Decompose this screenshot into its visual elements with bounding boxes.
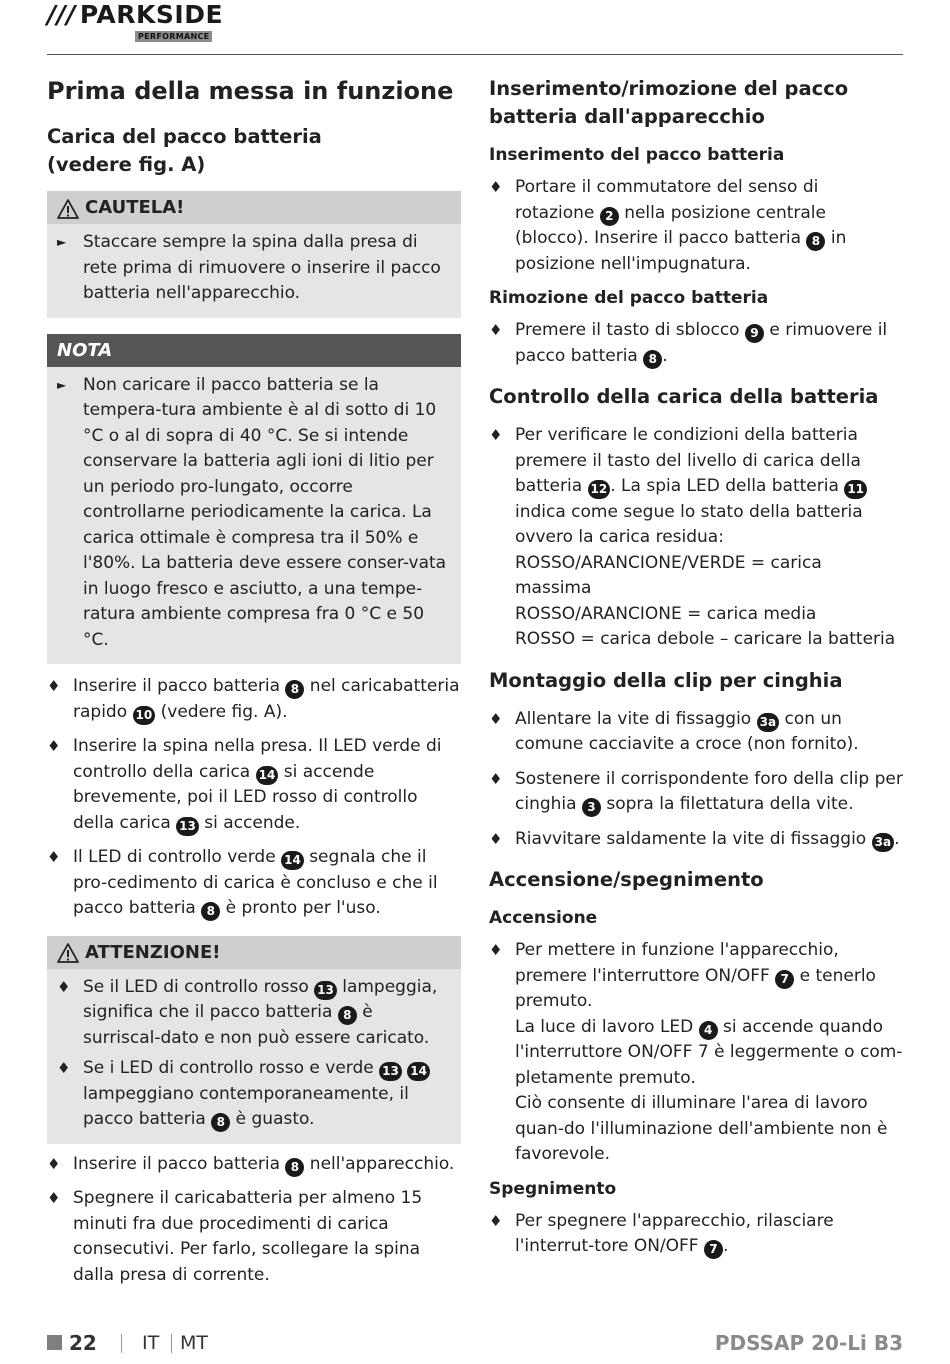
brand-logo [47,0,223,29]
text: (vedere fig. A). [155,701,288,722]
ref-number: 13 [176,817,199,836]
ref-number: 2 [600,207,619,226]
ref-number: 3a [757,713,779,732]
ref-number: 8 [285,680,304,699]
caution-label: CAUTELA! [85,197,185,218]
text: . La spia LED della batteria [610,476,845,496]
text: indica come segue lo stato della batteria ovvero la carica residua: [515,501,863,547]
ref-number: 8 [211,1113,230,1132]
text: . [894,828,900,849]
page-header [47,0,903,55]
page-title: Prima della messa in funzione [47,77,454,105]
text: Riavvitare saldamente la vite di fissaggio [515,828,872,849]
text: La luce di lavoro LED [515,1016,699,1037]
attention-header [47,936,461,969]
ref-number: 14 [281,851,304,870]
text: Spegnere il caricabatteria per almeno 15 minuti fra due procedimenti di carica consecutivi. Per farlo, scollegare la spina dalla presa di corrente. [73,1188,423,1285]
text: Allentare la vite di fissaggio [515,708,757,729]
text: lampeggiano contemporaneamente, il pacco batteria [83,1083,409,1129]
diamond-bullet-icon: ♦ [489,178,503,196]
text: lampeggia, significa che il pacco batteria [83,976,438,1022]
section-title-charging: Carica del pacco batteria (vedere fig. A) [47,125,322,176]
ref-number: 3 [582,798,601,817]
subsection-title: Rimozione del pacco batteria [489,288,769,308]
diamond-bullet-icon: ♦ [57,1059,71,1077]
text: Per mettere in funzione l'apparecchio, premere l'interruttore ON/OFF [515,940,839,986]
ref-number: 8 [338,1006,357,1025]
list-item [489,938,903,1168]
text: Per spegnere l'apparecchio, rilasciare l'interrut-tore ON/OFF [515,1210,834,1256]
ref-number: 13 [379,1062,402,1081]
text: e tenerlo premuto. [515,965,876,1011]
text: . [662,345,668,366]
ref-number: 8 [201,902,220,921]
diamond-bullet-icon: ♦ [489,321,503,339]
ref-number: 7 [704,1240,723,1259]
nota-header: NOTA [47,334,461,367]
subsection-title: Accensione [489,908,598,928]
list-item [47,674,461,725]
divider [171,1334,172,1353]
text: si accende brevemente, poi il LED rosso di controllo della carica [73,761,418,833]
list-item [489,767,903,818]
attention-item [57,975,451,1052]
caution-header [47,191,461,224]
warning-icon [57,199,79,219]
nota-text: Non caricare il pacco batteria se la tempera-tura ambiente è al di sotto di 10 °C o al di sopra di 40 °C. Se si intende conservare la batteria agli ioni di litio per un periodo pro-lungato, occorre controllarne periodicamente la carica. La carica ottimale è compresa tra il 50% e l'80%. La batteria deve essere conser-vata in luogo fresco e asciutto, a una tempe-ratura ambiente compresa fra 0 °C e 50 °C. [83,374,447,650]
diamond-bullet-icon: ♦ [57,977,71,996]
section-title-insert-remove: Inserimento/rimozione del pacco batteria dall'apparecchio [489,77,849,128]
text: nel caricabatteria rapido [73,676,460,722]
text: e rimuovere il pacco batteria [515,320,888,366]
attention-box [47,936,461,1144]
ref-number: 8 [643,350,662,369]
ref-number: 9 [745,324,764,343]
model-name: PDSSAP 20-Li B3 [714,1331,903,1355]
brand-slashes: /// [47,0,76,29]
ref-number: 13 [314,981,337,1000]
text: . [722,1236,729,1256]
text: Inserire il pacco batteria [73,676,286,696]
text: Inserire la spina nella presa. Il LED verde di controllo della carica [73,736,442,782]
nota-item [57,373,451,654]
text: Ciò consente di illuminare l'area di lavoro quan-do l'illuminazione dell'ambiente non è favorevole. [515,1093,888,1164]
subsection-title: Spegnimento [489,1178,617,1199]
diamond-bullet-icon: ♦ [489,941,503,959]
text: Se i LED di controllo rosso e verde [83,1058,380,1078]
list-item [489,175,903,277]
page-number: 22 [69,1331,97,1355]
text: è pronto per l'uso. [220,898,381,918]
ref-number: 8 [285,1158,304,1177]
diamond-bullet-icon: ♦ [47,737,61,755]
text: sopra la filettatura della vite. [600,794,854,814]
list-item [47,1152,461,1178]
list-item [47,1186,461,1288]
arrow-bullet-icon: ► [57,235,67,249]
diamond-bullet-icon: ♦ [489,709,503,728]
brand-name: PARKSIDE [79,0,224,29]
ref-number: 10 [133,706,156,725]
list-item [489,1209,903,1260]
text: Inserire il pacco batteria [73,1153,286,1174]
list-item [47,845,461,922]
caution-box [47,191,461,318]
diamond-bullet-icon: ♦ [489,1211,503,1230]
page-footer [47,1328,903,1358]
text: Per verificare le condizioni della batteria premere il tasto del livello di carica della batteria [515,425,861,496]
text: è surriscal-dato e non può essere caricato. [83,1002,430,1048]
ref-number: 4 [699,1021,718,1040]
list-item [47,734,461,836]
section-title-battery-check: Controllo della carica della batteria [489,385,879,408]
ref-number: 7 [775,970,794,989]
text: si accende. [198,812,301,833]
list-item [489,707,903,758]
text: Il LED di controllo verde [73,847,282,867]
warning-icon [57,943,79,963]
ref-number: 8 [806,232,825,251]
arrow-bullet-icon: ► [57,377,67,392]
divider [121,1334,122,1353]
list-item [489,423,903,653]
section-title-belt-clip: Montaggio della clip per cinghia [489,668,843,692]
diamond-bullet-icon: ♦ [489,426,503,444]
sub-brand: PERFORMANCE [135,31,212,42]
language-code: MT [180,1332,208,1354]
left-column [47,75,461,1297]
list-item [489,318,903,369]
text: Sostenere il corrispondente foro della clip per cinghia [515,768,903,814]
diamond-bullet-icon: ♦ [489,769,503,788]
ref-number: 14 [256,766,279,785]
list-item [489,827,903,853]
text: è guasto. [230,1109,315,1129]
diamond-bullet-icon: ♦ [47,1189,61,1207]
page-marker [47,1335,62,1350]
text: in posizione nell'impugnatura. [515,228,847,274]
caution-text: Staccare sempre la spina dalla presa di rete prima di rimuovere o inserire il pacco batteria nell'apparecchio. [83,232,441,303]
section-title-on-off: Accensione/spegnimento [489,868,764,891]
diamond-bullet-icon: ♦ [47,677,61,695]
text: Portare il commutatore del senso di rotazione [515,177,819,223]
ref-number: 11 [844,480,867,499]
text: segnala che il pro-cedimento di carica è concluso e che il pacco batteria [73,847,438,918]
diamond-bullet-icon: ♦ [489,829,503,848]
charge-level-line: ROSSO = carica debole – caricare la batteria [515,629,896,649]
subsection-title: Inserimento del pacco batteria [489,145,785,165]
ref-number: 14 [407,1062,430,1081]
right-column [489,75,903,1269]
diamond-bullet-icon: ♦ [47,1154,61,1173]
text: Se il LED di controllo rosso [83,976,315,997]
text: si accende quando l'interruttore ON/OFF 7 è leggermente o com-pletamente premuto. [515,1016,903,1088]
text: con un comune cacciavite a croce (non fornito). [515,708,859,754]
nota-box [47,334,461,665]
diamond-bullet-icon: ♦ [47,848,61,866]
ref-number: 12 [588,480,611,499]
attention-label: ATTENZIONE! [85,941,221,963]
caution-item [57,230,451,307]
text: nell'apparecchio. [304,1153,455,1174]
attention-item [57,1056,451,1133]
ref-number: 3a [872,833,894,852]
text: nella posizione centrale (blocco). Inserire il pacco batteria [515,202,826,248]
text: Premere il tasto di sblocco [515,320,745,340]
charge-level-line: ROSSO/ARANCIONE = carica media [515,603,817,624]
language-code: IT [142,1332,160,1354]
charge-level-line: ROSSO/ARANCIONE/VERDE = carica massima [515,552,822,598]
